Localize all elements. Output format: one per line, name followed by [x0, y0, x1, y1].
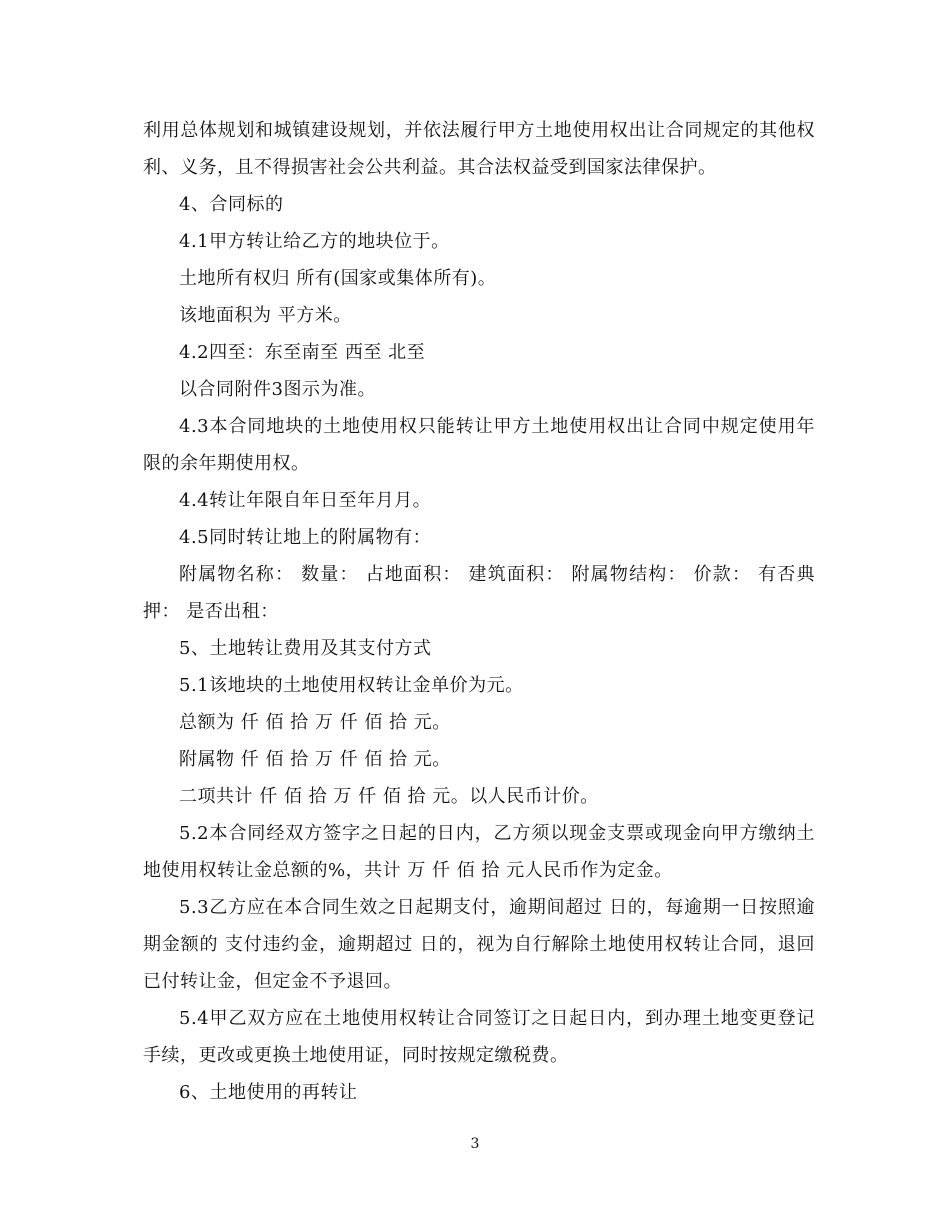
paragraph: 附属物 仟 佰 拾 万 仟 佰 拾 元。 [179, 749, 451, 770]
paragraph: 二项共计 仟 佰 拾 万 仟 佰 拾 元。以人民币计价。 [179, 786, 599, 807]
paragraph: 4.3本合同地块的土地使用权只能转让甲方土地使用权出让合同中规定使用年限的余年期使用权。 [143, 416, 815, 474]
paragraph: 5.4甲乙双方应在土地使用权转让合同签订之日起日内，到办理土地变更登记手续，更改或更换土地使用证，同时按规定缴税费。 [143, 1008, 815, 1066]
paragraph: 4.1甲方转让给乙方的地块位于。 [179, 231, 450, 252]
paragraph: 4.5同时转让地上的附属物有： [179, 527, 432, 548]
paragraph: 土地所有权归 所有(国家或集体所有)。 [179, 268, 497, 289]
paragraph: 总额为 仟 佰 拾 万 仟 佰 拾 元。 [179, 712, 451, 733]
paragraph: 附属物名称： 数量： 占地面积： 建筑面积： 附属物结构： 价款： 有否典押： 是否出租： [143, 564, 815, 622]
paragraph: 5.2本合同经双方签字之日起的日内，乙方须以现金支票或现金向甲方缴纳土地使用权转让金总额的%，共计 万 仟 佰 拾 元人民币作为定金。 [143, 823, 815, 881]
paragraph: 4.4转让年限自年日至年月月。 [179, 490, 432, 511]
paragraph: 5.3乙方应在本合同生效之日起期支付，逾期间超过 日的，每逾期一日按照逾期金额的 支付违约金，逾期超过 日的，视为自行解除土地使用权转让合同，退回已付转让金，但定金不予退回。 [143, 897, 815, 992]
document-body [143, 112, 815, 1111]
section-heading: 4、合同标的 [179, 194, 284, 215]
page-number: 3 [470, 1136, 480, 1152]
paragraph: 4.2四至：东至南至 西至 北至 [179, 342, 426, 363]
section-heading: 5、土地转让费用及其支付方式 [179, 638, 432, 659]
paragraph: 利用总体规划和城镇建设规划，并依法履行甲方土地使用权出让合同规定的其他权利、义务，且不得损害社会公共利益。其合法权益受到国家法律保护。 [143, 120, 815, 178]
paragraph: 5.1该地块的土地使用权转让金单价为元。 [179, 675, 524, 696]
paragraph: 该地面积为 平方米。 [179, 305, 352, 326]
section-heading: 6、土地使用的再转让 [179, 1082, 358, 1103]
paragraph: 以合同附件3图示为准。 [179, 379, 376, 400]
